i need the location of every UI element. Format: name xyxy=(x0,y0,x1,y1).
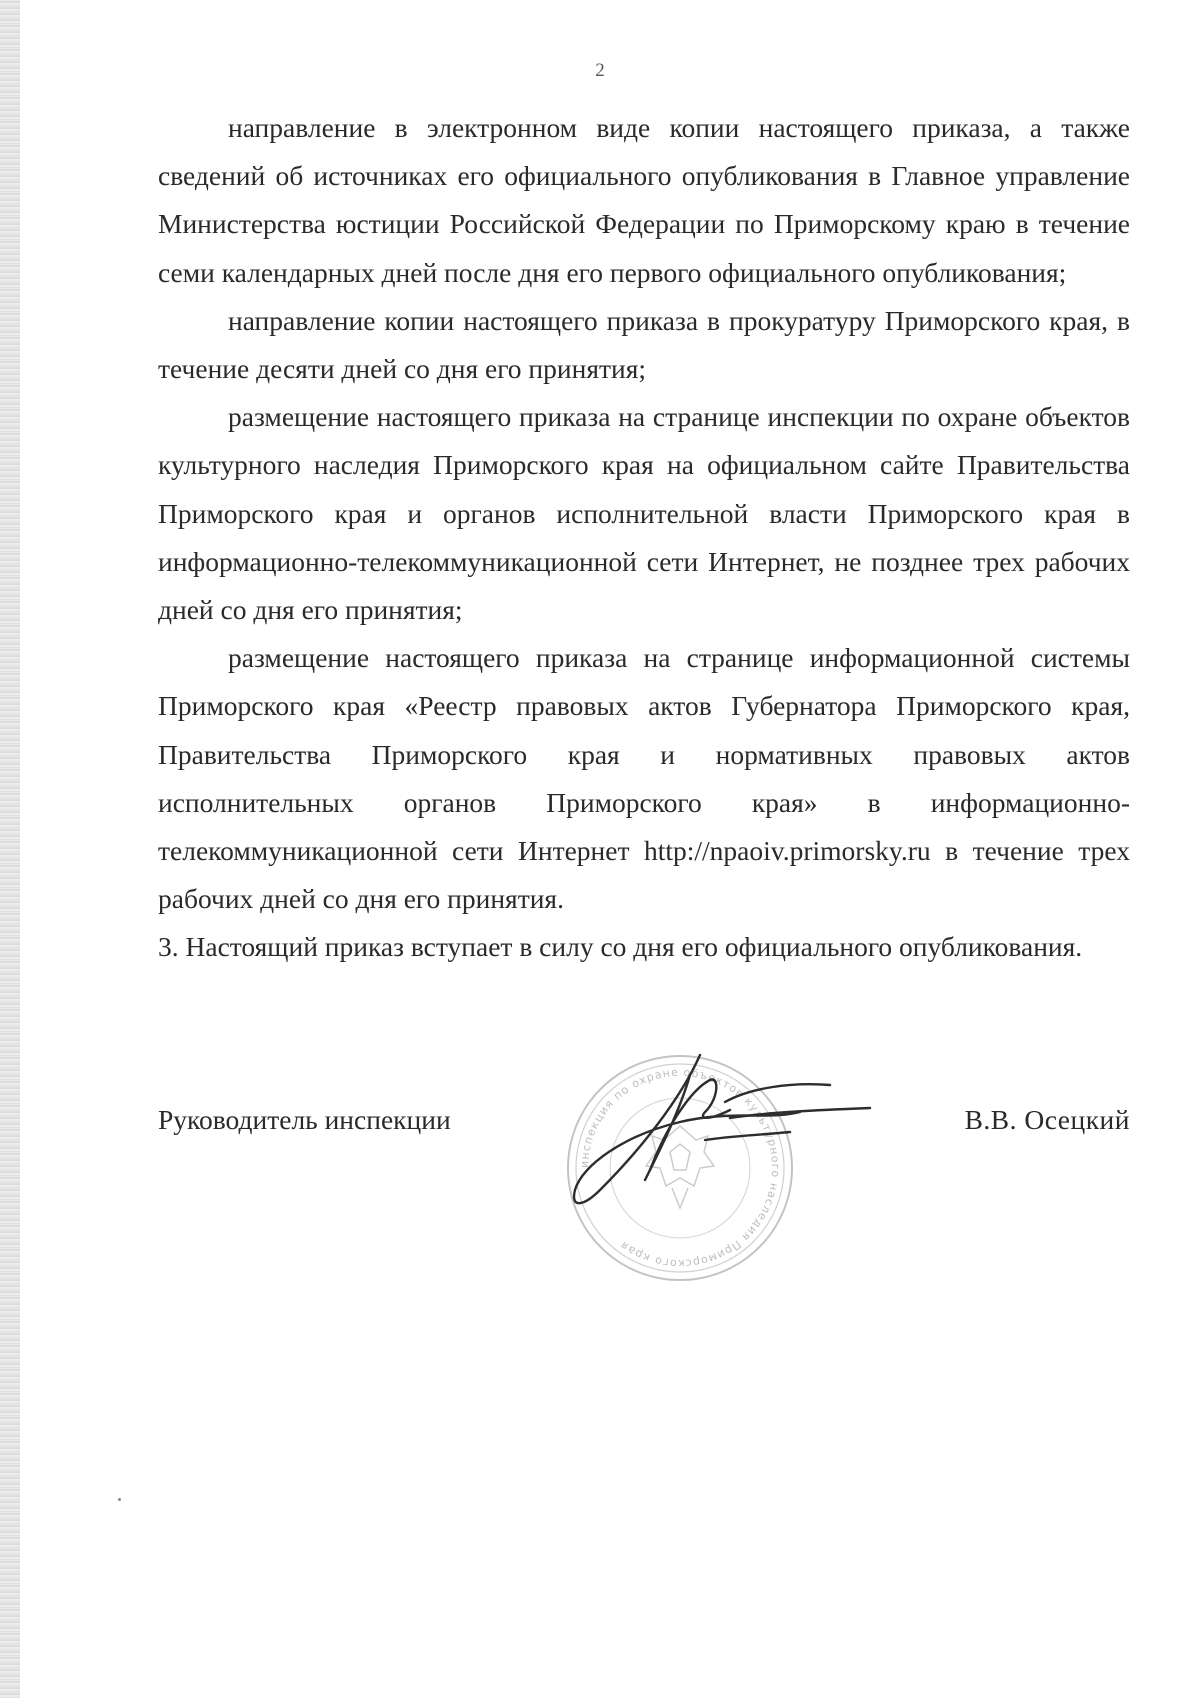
signatory-name: В.В. Осецкий xyxy=(964,1104,1130,1135)
signature xyxy=(530,1040,930,1230)
paragraph: направление копии настоящего приказа в прокуратуру Приморского края, в течение десяти дней со дня его принятия; xyxy=(158,304,1130,385)
paragraph: размещение настоящего приказа на странице инспекции по охране объектов культурного наследия Приморского края на официальном сайте Правительства Приморского края и органов исполнительной власти Приморского края в информационно-телекоммуникационной сети Интернет, не позднее трех рабочих дней со дня его принятия; xyxy=(158,401,1130,626)
signatory-role: Руководитель инспекции xyxy=(158,1104,451,1135)
page-number: 2 xyxy=(595,60,605,81)
document-body xyxy=(158,104,1130,972)
scan-speck xyxy=(118,1498,121,1501)
seal-text: инспекция по охране объектов культурного наследия Приморского края xyxy=(577,1065,783,1271)
scan-edge xyxy=(0,0,20,1698)
final-item: 3. Настоящий приказ вступает в силу со дня его официального опубликования. xyxy=(158,931,1083,963)
paragraph: размещение настоящего приказа на странице информационной системы Приморского края «Реестр правовых актов Губернатора Приморского края, Правительства Приморского края и нормативных правовых актов исполнительных органов Приморского края» в информационно-телекоммуникационной сети Интернет http://npaoiv.primorsky.ru в течение трех рабочих дней со дня его принятия. xyxy=(158,642,1130,915)
paragraph: направление в электронном виде копии настоящего приказа, а также сведений об источниках его официального опубликования в Главное управление Министерства юстиции Российской Федерации по Приморскому краю в течение семи календарных дней после дня его первого официального опубликования; xyxy=(158,112,1130,288)
